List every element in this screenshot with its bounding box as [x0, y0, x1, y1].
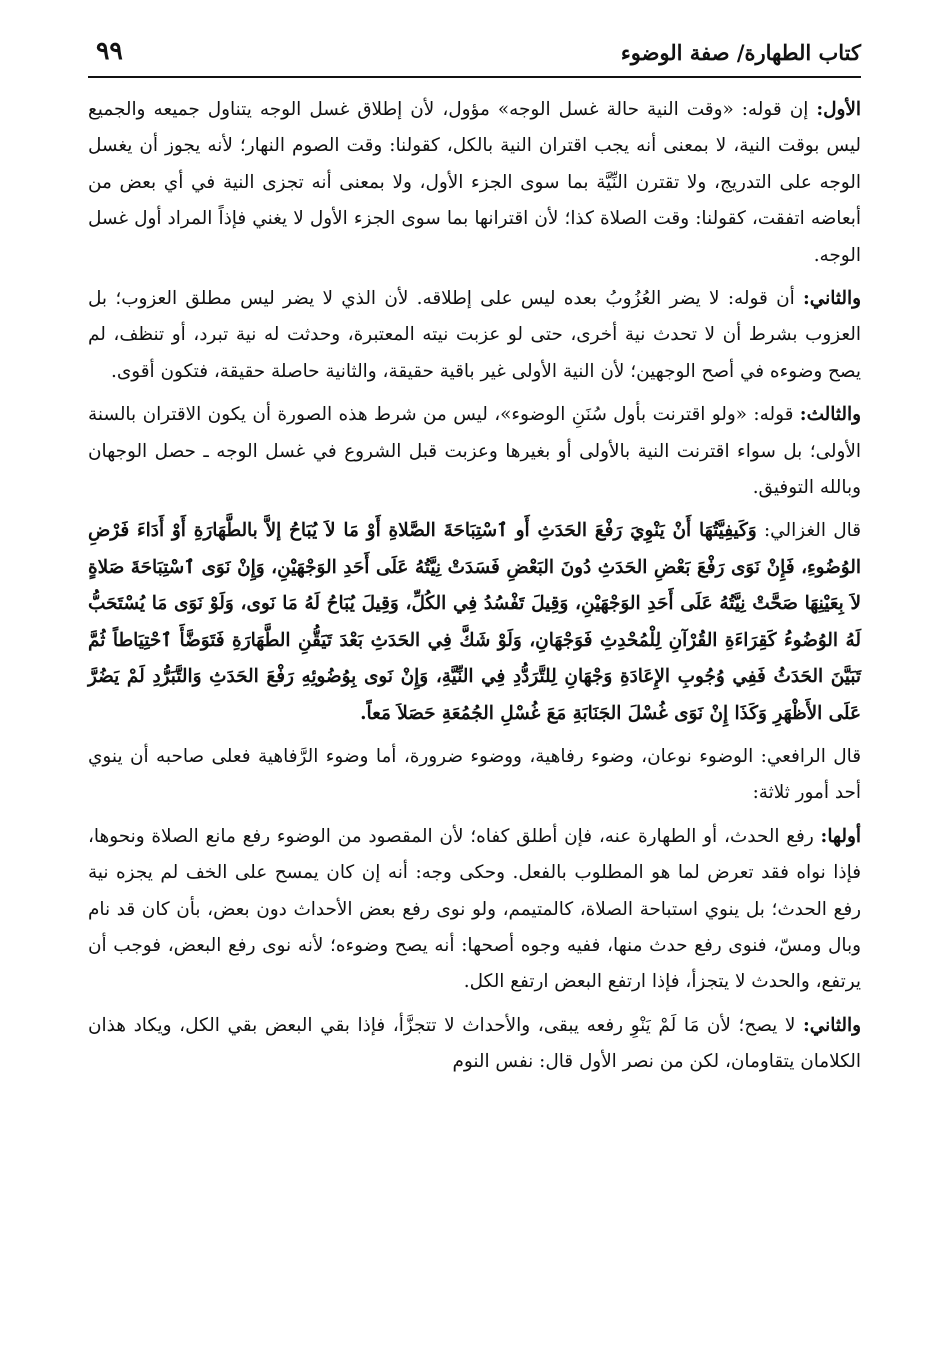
paragraph-text: الوضوء نوعان، وضوء رفاهية، ووضوء ضرورة، أما وضوء الرَّفاهية فعلى صاحبه أن ينوي أحد أمور ثلاثة: [88, 745, 861, 804]
paragraph-lead: والثالث: [799, 404, 861, 426]
paragraph-text: إن قوله: «وقت النية حالة غسل الوجه» مؤول، لأن إطلاق غسل الوجه يتناول جميعه والجميع ليس بوقت النية، لا بمعنى أنه يجب اقتران النية بالكل، كقولنا: وقت الصوم النهار؛ لأنه يجوز أن يغسل الوجه على التدريج، ولا تقترن النِّيَّة بما سوى الجزء الأول، ولا بمعنى أنه تجزى النية في أي بعض من أبعاضه اتفقت، كقولنا: وقت الصلاة كذا؛ لأن اقترانها بما سوى الجزء الأول لا يغني فإذاً المراد أول غسل الوجه. [88, 99, 861, 266]
paragraph-text: وَكَيفِيَّتُهَا أَنْ يَنْوِيَ رَفْعَ الحَدَثِ أَو ٱسْتِبَاحَةَ الصَّلاةِ أَوْ مَا لاَ يُبَاحُ إلاَّ بالطَّهَارَةِ أَوْ أَدَاءَ فَرْضِ الوُضُوءِ، فَإِنْ نَوَى رَفْعَ بَعْضِ الحَدَثِ دُونَ البَعْضِ فَسَدَتْ نِيَّتُهُ عَلَى أَحَدِ الوَجْهَيْنِ، وَإِنْ نَوَى ٱسْتِبَاحَةَ صَلاةٍ لاَ بِعَيْنِهَا صَحَّتْ نِيَّتُهُ عَلَى أَحَدِ الوَجْهَيْنِ، وَقِيلَ تَفْسُدُ فِي الكُلِّ، وَقِيلَ يُبَاحُ لَهُ مَا نَوى، وَلَوْ نَوَى مَا يُسْتَحَبُّ لَهُ الوُضُوءُ كَقِرَاءَةِ القُرْآنِ لِلْمُحْدِثِ فَوَجْهَانِ، وَلَوْ شَكَّ فِي الحَدَثِ بَعْدَ تَيَقُّنِ الطَّهَارَةِ فَتَوَضَّأَ ٱحْتِيَاطاً ثُمَّ تَبَيَّنَ الحَدَثُ فَفِي وُجُوبِ الإِعَادَةِ وَجْهَانِ لِلتَّرَدُّدِ فِي النِّيَّةِ، وَإِنْ نَوى بِوُضُوئِهِ رَفْعَ الحَدَثِ وَالتَّبَرُّدِ لَمْ يَضُرَّ عَلَى الأَظْهَرِ وَكَذَا إِنْ نَوَى غُسْلَ الجَنَابَةِ مَعَ غُسْلِ الجُمُعَةِ حَصَلاَ مَعاً. [88, 520, 862, 724]
paragraph-first-matter [88, 819, 861, 1001]
chapter-title: كتاب الطهارة/ صفة الوضوء [620, 40, 861, 65]
paragraph-text: رفع الحدث، أو الطهارة عنه، فإن أطلق كفاه؛ لأن المقصود من الوضوء رفع مانع الصلاة ونحوها، فإذا نواه فقد تعرض لما هو المطلوب بالفعل. وحكى وجه: أنه إن كان يمسح على الخف لم يجزه نية رفع الحدث؛ بل ينوي استباحة الصلاة، كالمتيمم، ولو نوى رفع بعض الأحداث دون بعض، بأن كان قد نام وبال ومسّ، فنوى رفع حدث منها، ففيه وجوه أصحها: أنه يصح وضوءه؛ لأنه نوى رفع البعض، فوجب أن يرتفع، والحدث لا يتجزأ، فإذا ارتفع البعض ارتفع الكل. [88, 825, 861, 993]
paragraph-lead: قال الرافعي: [753, 745, 861, 767]
paragraph-lead: والثاني: [803, 1014, 861, 1036]
paragraph-first-point [88, 92, 861, 274]
running-header [88, 30, 861, 78]
paragraph-lead: أولها: [820, 825, 861, 847]
page-number: ٩٩ [96, 36, 123, 65]
paragraph-text: قوله: «ولو اقترنت بأول سُنَنِ الوضوء»، ليس من شرط هذه الصورة أن يكون الاقتران بالسنة الأولى؛ بل سواء اقترنت النية بالأولى أو بغيرها وعزبت قبل الشروع في غسل الوجه ـ حصل الوجهان وبالله التوفيق. [88, 404, 861, 499]
paragraph-second-point [88, 281, 861, 390]
page-body [88, 92, 861, 1081]
paragraph-ghazali-text [88, 513, 861, 731]
paragraph-lead: الأول: [816, 99, 861, 120]
paragraph-lead: والثاني: [803, 288, 861, 310]
paragraph-rafii-commentary [88, 739, 861, 812]
paragraph-text: لا يصح؛ لأن مَا لَمْ يَنْوِ رفعه يبقى، والأحداث لا تتجزَّأ، فإذا بقي البعض بقي الكل، ويكاد هذان الكلامان يتقاومان، لكن من نصر الأول قال: نفس النوم [88, 1014, 861, 1073]
paragraph-text: أن قوله: لا يضر العُزُوبُ بعده ليس على إطلاقه. لأن الذي لا يضر ليس مطلق العزوب؛ بل العزوب بشرط أن لا تحدث نية أخرى، حتى لو عزبت نيته المعتبرة، وحدثت له نية تبرد، أو تنظف، لم يصح وضوءه في أصح الوجهين؛ لأن النية الأولى غير باقية حقيقة، والثانية حاصلة حقيقة، فتكون أقوى. [88, 288, 861, 382]
paragraph-second-view [88, 1008, 861, 1081]
paragraph-lead: قال الغزالي: [756, 520, 861, 542]
paragraph-third-point [88, 397, 861, 506]
book-page [88, 30, 861, 1350]
